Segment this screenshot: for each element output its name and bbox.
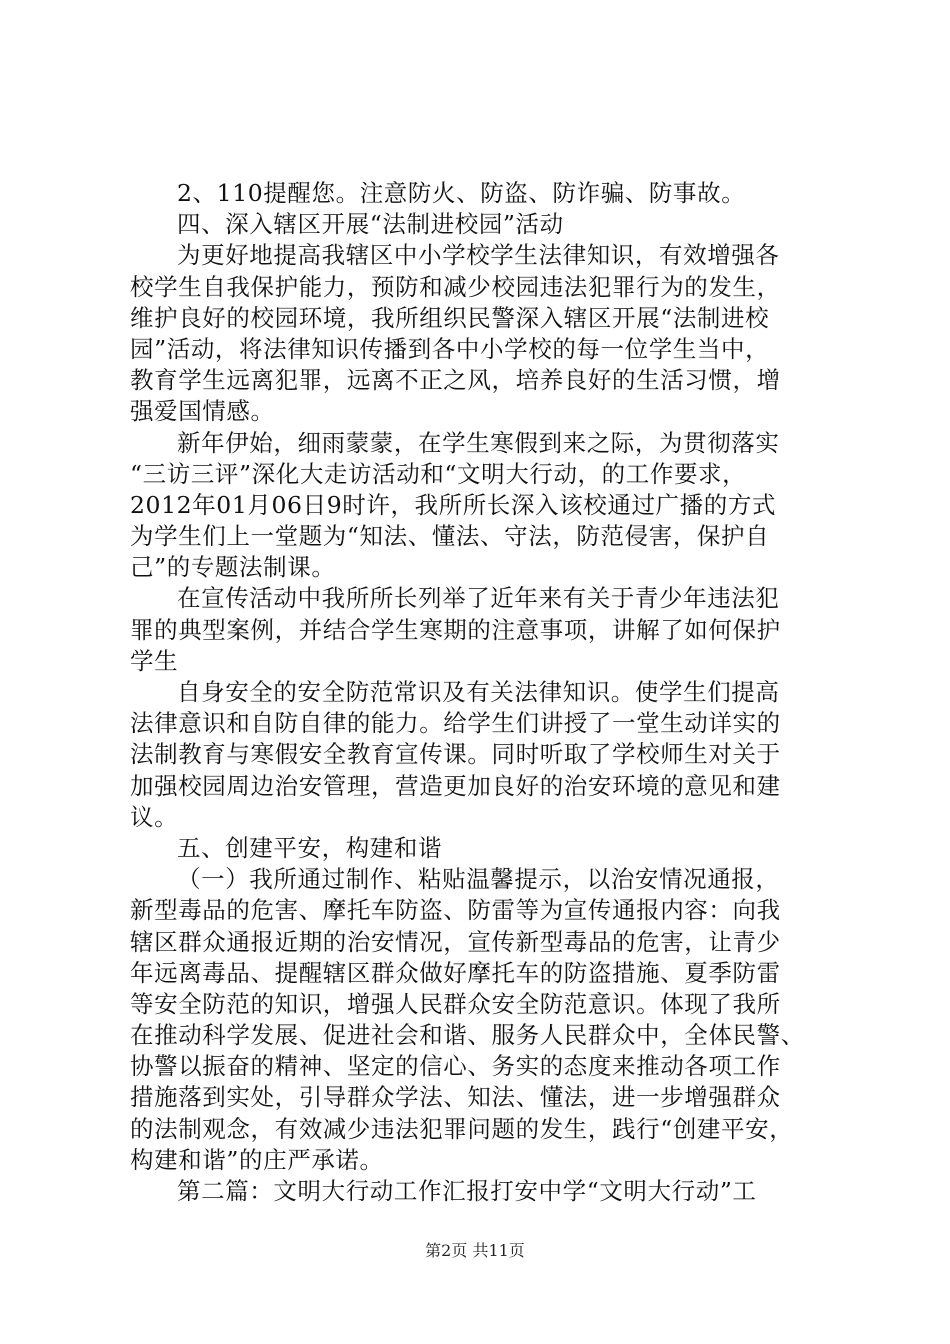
text-line: 辖区群众通报近期的治安情况，宣传新型毒品的危害，让青少	[130, 927, 781, 956]
text-line: 强爱国情感。	[130, 397, 275, 426]
text-line: 为更好地提高我辖区中小学校学生法律知识，有效增强各	[177, 241, 780, 270]
text-line: 2012年01月06日9时许，我所所长深入该校通过广播的方式	[130, 490, 777, 519]
text-line: 措施落到实处，引导群众学法、知法、懂法，进一步增强群众	[130, 1083, 781, 1112]
text-line: 校学生自我保护能力，预防和减少校园违法犯罪行为的发生，	[130, 272, 781, 301]
page-footer: 第2页 共11页	[425, 1241, 525, 1260]
text-line: 新年伊始，细雨蒙蒙，在学生寒假到来之际，为贯彻落实	[177, 428, 780, 457]
text-line: 法制教育与寒假安全教育宣传课。同时听取了学校师生对关于	[130, 740, 781, 769]
text-line: “三访三评”深化大走访活动和“文明大行动，的工作要求，	[130, 459, 747, 488]
text-line: 2、110提醒您。注意防火、防盗、防诈骗、防事故。	[177, 179, 746, 207]
text-line: 维护良好的校园环境，我所组织民警深入辖区开展“法制进校	[130, 303, 770, 332]
text-line: 园”活动，将法律知识传播到各中小学校的每一位学生当中，	[130, 334, 770, 363]
text-line: 学生	[130, 646, 179, 675]
text-line: 在推动科学发展、促进社会和谐、服务人民群众中，全体民警、	[130, 1021, 805, 1050]
text-line: 四、深入辖区开展“法制进校园”活动	[177, 210, 564, 239]
text-line: 年远离毒品、提醒辖区群众做好摩托车的防盗措施、夏季防雷	[130, 958, 781, 987]
text-line: 协警以振奋的精神、坚定的信心、务实的态度来推动各项工作	[130, 1052, 781, 1081]
text-line: 构建和谐”的庄严承诺。	[130, 1145, 384, 1174]
text-line: 第二篇：文明大行动工作汇报打安中学“文明大行动”工	[177, 1177, 757, 1205]
text-line: 罪的典型案例，并结合学生寒期的注意事项，讲解了如何保护	[130, 615, 781, 644]
text-line: 教育学生远离犯罪，远离不正之风，培养良好的生活习惯，增	[130, 366, 781, 395]
text-line: 法律意识和自防自律的能力。给学生们讲授了一堂生动详实的	[130, 709, 781, 738]
text-line: 为学生们上一堂题为“知法、懂法、守法，防范侵害，保护自	[130, 522, 770, 551]
text-line: 的法制观念，有效减少违法犯罪问题的发生，践行“创建平安，	[130, 1114, 794, 1143]
text-line: 议。	[130, 802, 179, 831]
text-line: （一）我所通过制作、粘贴温馨提示，以治安情况通报，	[177, 865, 780, 894]
text-line: 自身安全的安全防范常识及有关法律知识。使学生们提高	[177, 678, 780, 706]
text-line: 新型毒品的危害、摩托车防盗、防雷等为宣传通报内容：向我	[130, 896, 781, 925]
text-line: 五、创建平安，构建和谐	[177, 833, 443, 862]
text-line: 等安全防范的知识，增强人民群众安全防范意识。体现了我所	[130, 989, 781, 1018]
text-line: 己”的专题法制课。	[130, 553, 336, 582]
document-body	[130, 178, 865, 1207]
text-line: 在宣传活动中我所所长列举了近年来有关于青少年违法犯	[177, 584, 780, 613]
text-line: 加强校园周边治安管理，营造更加良好的治安环境的意见和建	[130, 771, 781, 800]
